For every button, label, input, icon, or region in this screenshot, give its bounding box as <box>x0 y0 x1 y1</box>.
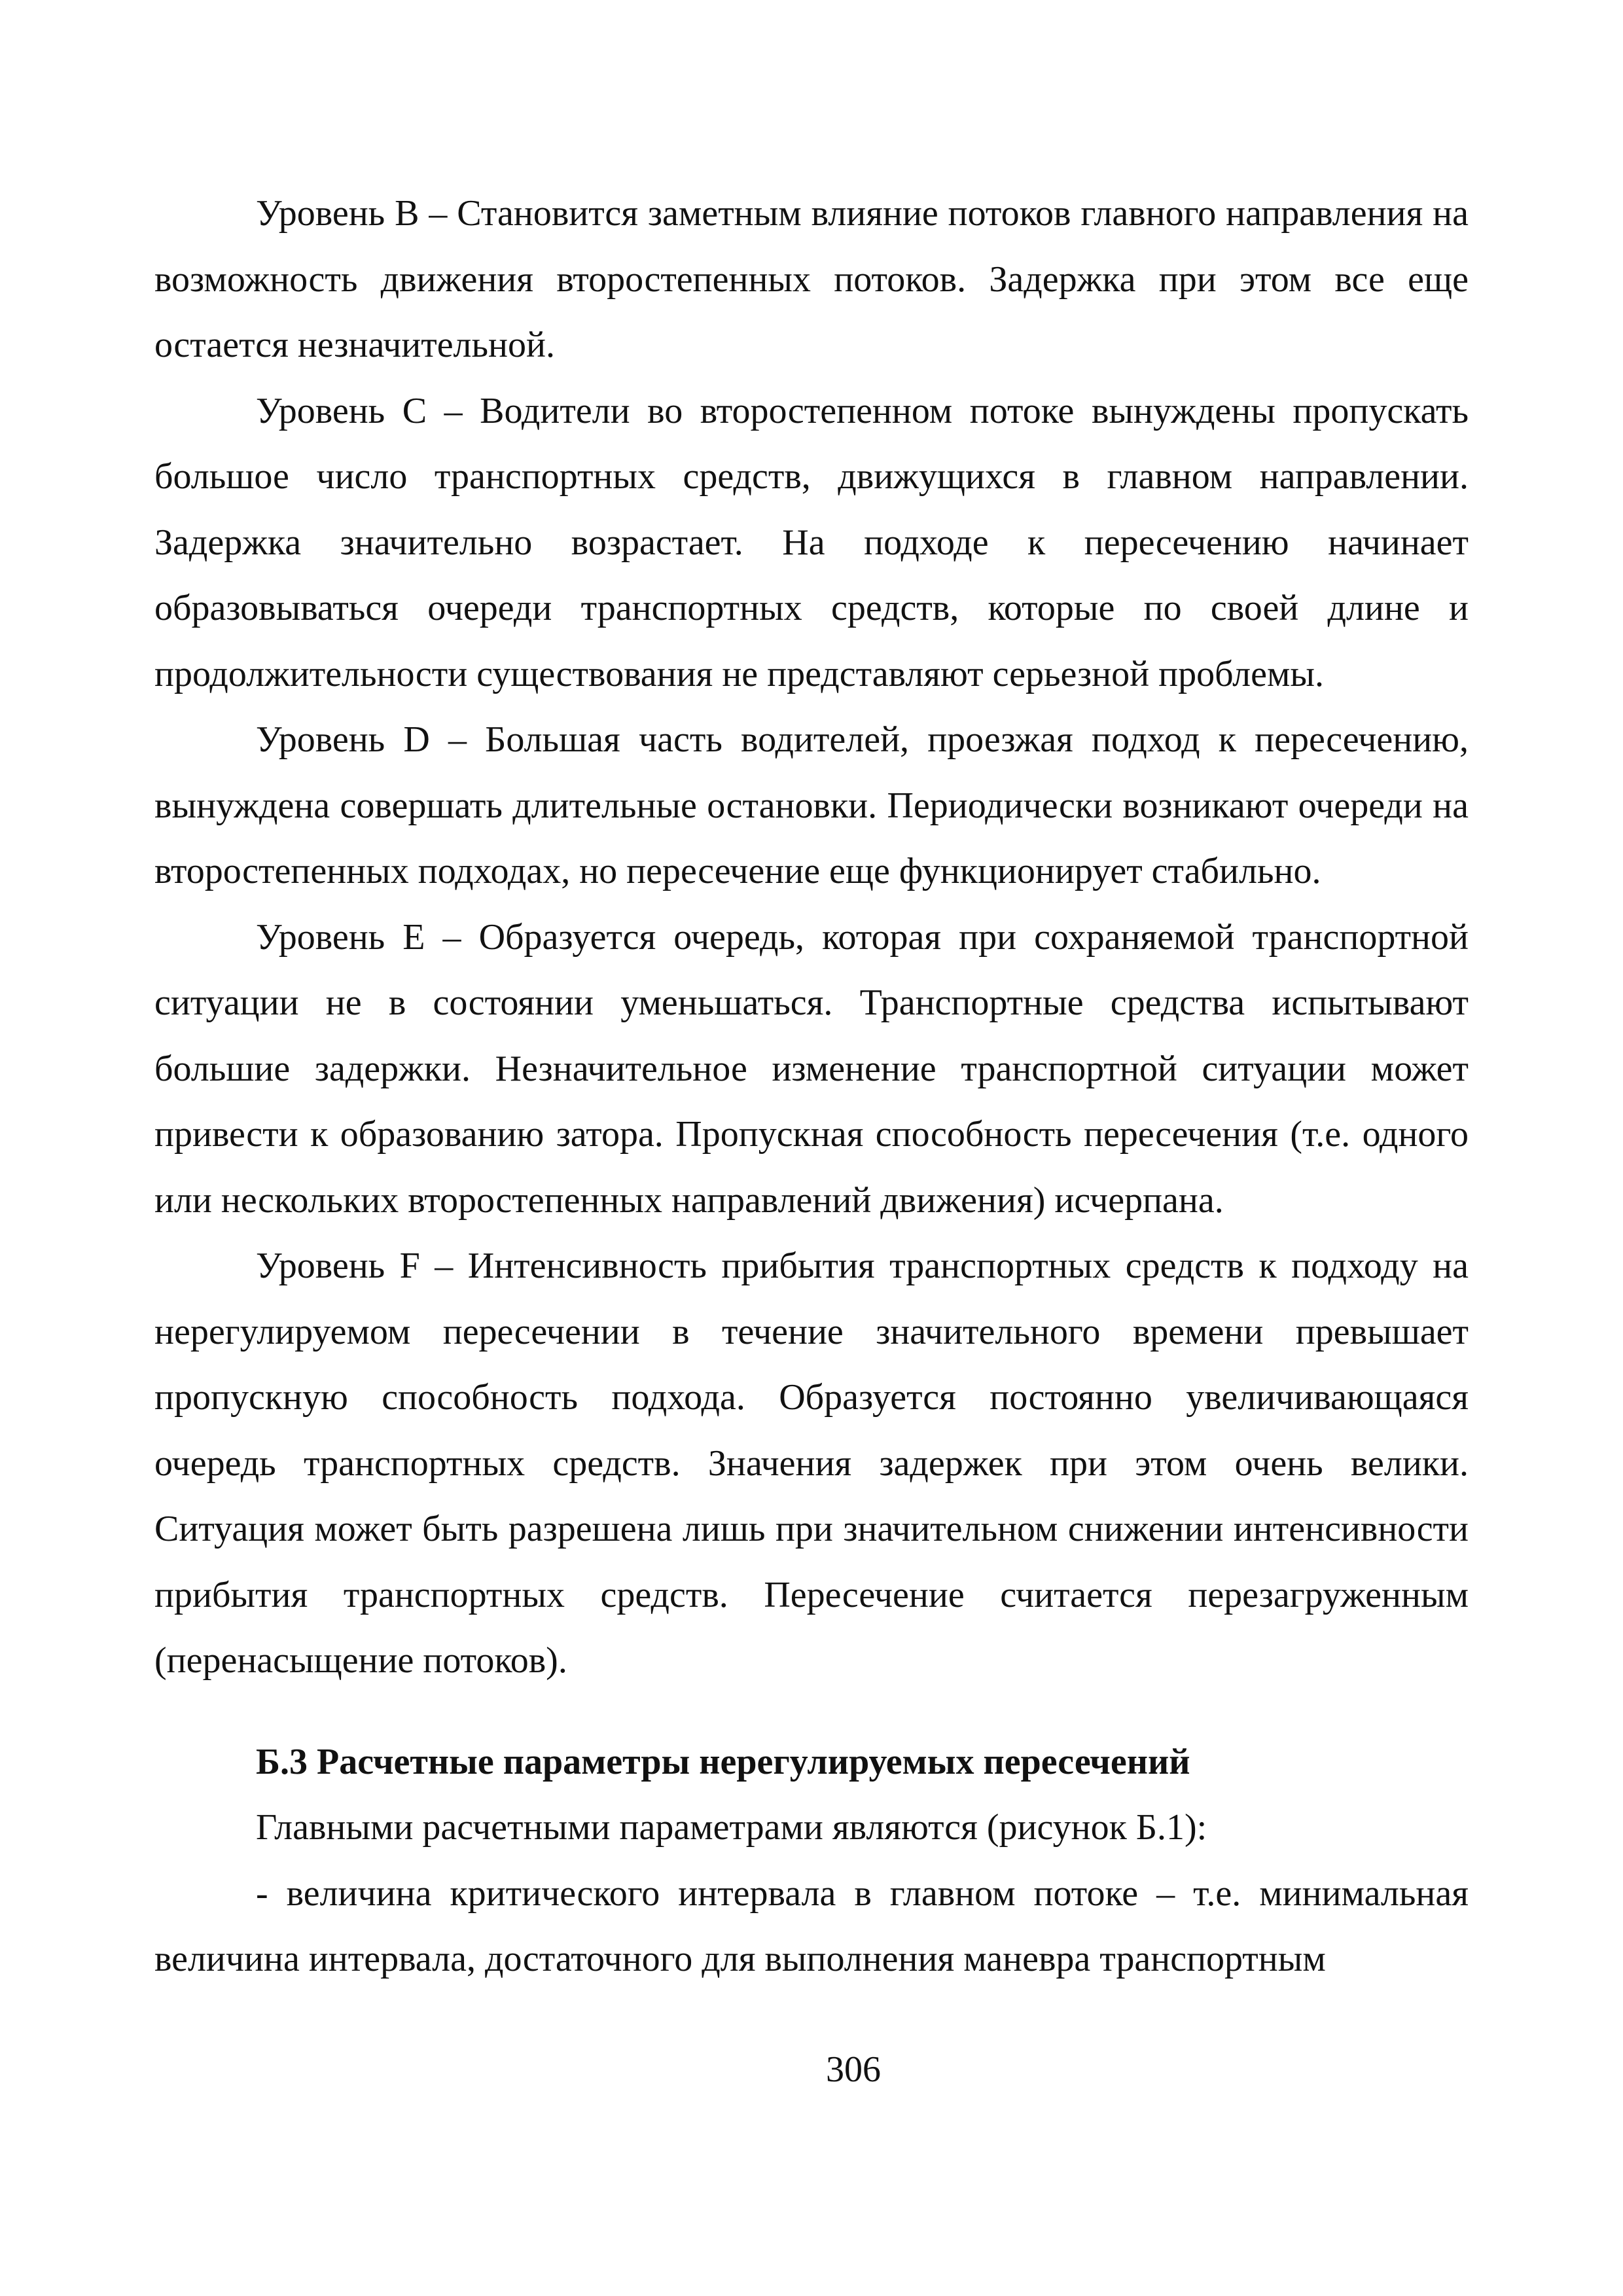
body-text <box>154 181 1469 1992</box>
paragraph-level-f: Уровень F – Интенсивность прибытия транспортных средств к подходу на нерегулируемом пересечении в течение значительного времени превышает пропускную способность подхода. Образуется постоянно увеличивающаяся очередь транспортных средств. Значения задержек при этом очень велики. Ситуация может быть разрешена лишь при значительном снижении интенсивности прибытия транспортных средств. Пересечение считается перезагруженным (перенасыщение потоков). <box>154 1246 1469 1681</box>
paragraph-level-d: Уровень D – Большая часть водителей, проезжая подход к пересечению, вынуждена совершать длительные остановки. Периодически возникают очереди на второстепенных подходах, но пересечение еще функционирует стабильно. <box>154 719 1469 891</box>
paragraph-level-e: Уровень Е – Образуется очередь, которая при сохраняемой транспортной ситуации не в состоянии уменьшаться. Транспортные средства испытывают большие задержки. Незначительное изменение транспортной ситуации может привести к образованию затора. Пропускная способность пересечения (т.е. одного или нескольких второстепенных направлений движения) исчерпана. <box>154 916 1469 1221</box>
section-intro: Главными расчетными параметрами являются (рисунок Б.1): <box>256 1807 1207 1848</box>
page-number: 306 <box>826 2049 881 2090</box>
paragraph-level-c: Уровень С – Водители во второстепенном потоке вынуждены пропускать большое число транспортных средств, движущихся в главном направлении. Задержка значительно возрастает. На подходе к пересечению начинает образовываться очереди транспортных средств, которые по своей длине и продолжительности существования не представляют серьезной проблемы. <box>154 390 1469 694</box>
paragraph-level-b: Уровень В – Становится заметным влияние потоков главного направления на возможность движения второстепенных потоков. Задержка при этом все еще остается незначительной. <box>154 193 1469 365</box>
list-item-critical-interval: - величина критического интервала в главном потоке – т.е. минимальная величина интервала, достаточного для выполнения маневра транспортным <box>154 1873 1469 1979</box>
section-heading: Б.3 Расчетные параметры нерегулируемых пересечений <box>256 1741 1190 1782</box>
